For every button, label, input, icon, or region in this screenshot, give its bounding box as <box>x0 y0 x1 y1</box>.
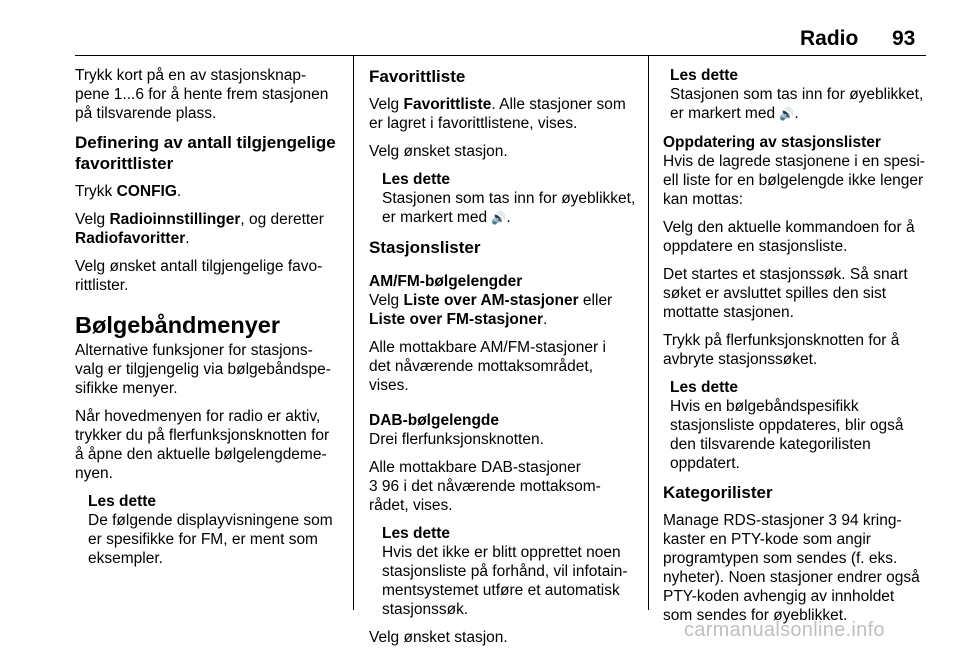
press-config: Trykk CONFIG. <box>75 183 182 200</box>
header-rule <box>75 55 926 56</box>
select-station-2: Velg ønsket stasjon. <box>369 629 508 646</box>
speaker-icon: 🔊 <box>779 107 795 121</box>
turn-knob: Drei flerfunksjonsknotten. <box>369 431 544 448</box>
column-divider-2 <box>648 56 649 610</box>
heading-dab: DAB-bølgelengde <box>369 412 500 429</box>
intro-paragraph: Trykk kort på en av stasjonsknap- pene 1...6 for å hente frem stasjonen på tilsvarende plass. <box>75 67 329 122</box>
am-list-label: Liste over AM-stasjoner <box>403 292 579 309</box>
page-title: Radio <box>800 27 859 50</box>
column-1 <box>75 66 347 577</box>
column-3 <box>663 66 925 634</box>
note-auto-search: Les dette Hvis det ikke er blitt opprettet noen stasjonsliste på forhånd, vil infotain- mentsystemet utføre et automatisk stasjonssøk. <box>382 525 628 618</box>
column-2 <box>369 66 641 656</box>
page-number: 93 <box>892 27 916 50</box>
main-menu-paragraph: Når hovedmenyen for radio er aktiv, trykker du på flerfunksjonsknotten for å åpne den aktuelle bølgelengdeme- nyen. <box>75 408 330 482</box>
note-current-station-2: Les dette Stasjonen som tas inn for øyeblikket, er markert med 🔊. <box>670 67 924 122</box>
note-category-update: Les dette Hvis en bølgebåndspesifikk stasjonsliste oppdateres, blir også den tilsvarende kategorilisten oppdatert. <box>670 379 904 472</box>
select-count: Velg ønsket antall tilgjengelige favo- rittlister. <box>75 258 323 294</box>
note-fm-examples: Les dette De følgende displayvisningene som er spesifikke for FM, er ment som eksempler. <box>88 493 333 567</box>
radio-favourites-label: Radiofavoritter <box>75 230 186 247</box>
reference-arrow-icon: 3 <box>369 478 378 495</box>
heading-update-lists: Oppdatering av stasjonslister <box>663 134 881 151</box>
speaker-icon: 🔊 <box>491 211 507 225</box>
favourites-paragraph: Velg Favorittliste. Alle stasjoner som er lagret i favorittlistene, vises. <box>369 96 626 132</box>
column-divider-1 <box>353 56 354 610</box>
heading-band-menus: Bølgebåndmenyer <box>75 312 281 338</box>
note-current-station: Les dette Stasjonen som tas inn for øyeblikket, er markert med 🔊. <box>382 171 636 226</box>
heading-define-favourites: Definering av antall tilgjengelige favorittlister <box>75 133 336 173</box>
watermark: carmanualsonline.info <box>684 619 885 641</box>
select-radio-settings: Velg Radioinnstillinger, og deretter Radiofavoritter. <box>75 211 324 247</box>
fm-list-label: Liste over FM-stasjoner <box>369 311 543 328</box>
am-fm-receivable: Alle mottakbare AM/FM-stasjoner i det nåværende mottaksområdet, vises. <box>369 339 606 394</box>
heading-favourites-list: Favorittliste <box>369 67 466 86</box>
select-station: Velg ønsket stasjon. <box>369 143 508 160</box>
dab-receivable: Alle mottakbare DAB-stasjoner 3 96 i det nåværende mottaksom- rådet, vises. <box>369 459 601 514</box>
reference-arrow-icon: 3 <box>828 512 838 529</box>
search-started: Det startes et stasjonssøk. Så snart søket er avsluttet spilles den sist mottatte stasjonen. <box>663 266 908 321</box>
select-command: Velg den aktuelle kommandoen for å oppdatere en stasjonsliste. <box>663 219 915 255</box>
heading-station-lists: Stasjonslister <box>369 238 481 257</box>
update-paragraph: Hvis de lagrede stasjonene i en spesi- ell liste for en bølgelengde ikke lenger kan mottas: <box>663 153 925 208</box>
heading-am-fm: AM/FM-bølgelengder <box>369 273 523 290</box>
config-label: CONFIG <box>116 183 177 200</box>
favourites-list-label: Favorittliste <box>403 96 492 113</box>
radio-settings-label: Radioinnstillinger <box>109 211 241 228</box>
heading-category-lists: Kategorilister <box>663 483 773 502</box>
page-header <box>0 24 960 54</box>
am-fm-lists: Velg Liste over AM-stasjoner eller Liste over FM-stasjoner. <box>369 292 613 328</box>
category-paragraph: Manage RDS-stasjoner 3 94 kring- kaster en PTY-kode som angir programtypen som sendes (f. eks. nyheter). Noen stasjoner endrer også PTY-koden avhengig av innholdet som sendes for øyeblikket. <box>663 512 920 624</box>
alternative-functions: Alternative funksjoner for stasjons- valg er tilgjengelig via bølgebåndspe- sifikke menyer. <box>75 342 331 397</box>
cancel-search: Trykk på flerfunksjonsknotten for å avbryte stasjonssøket. <box>663 332 900 368</box>
